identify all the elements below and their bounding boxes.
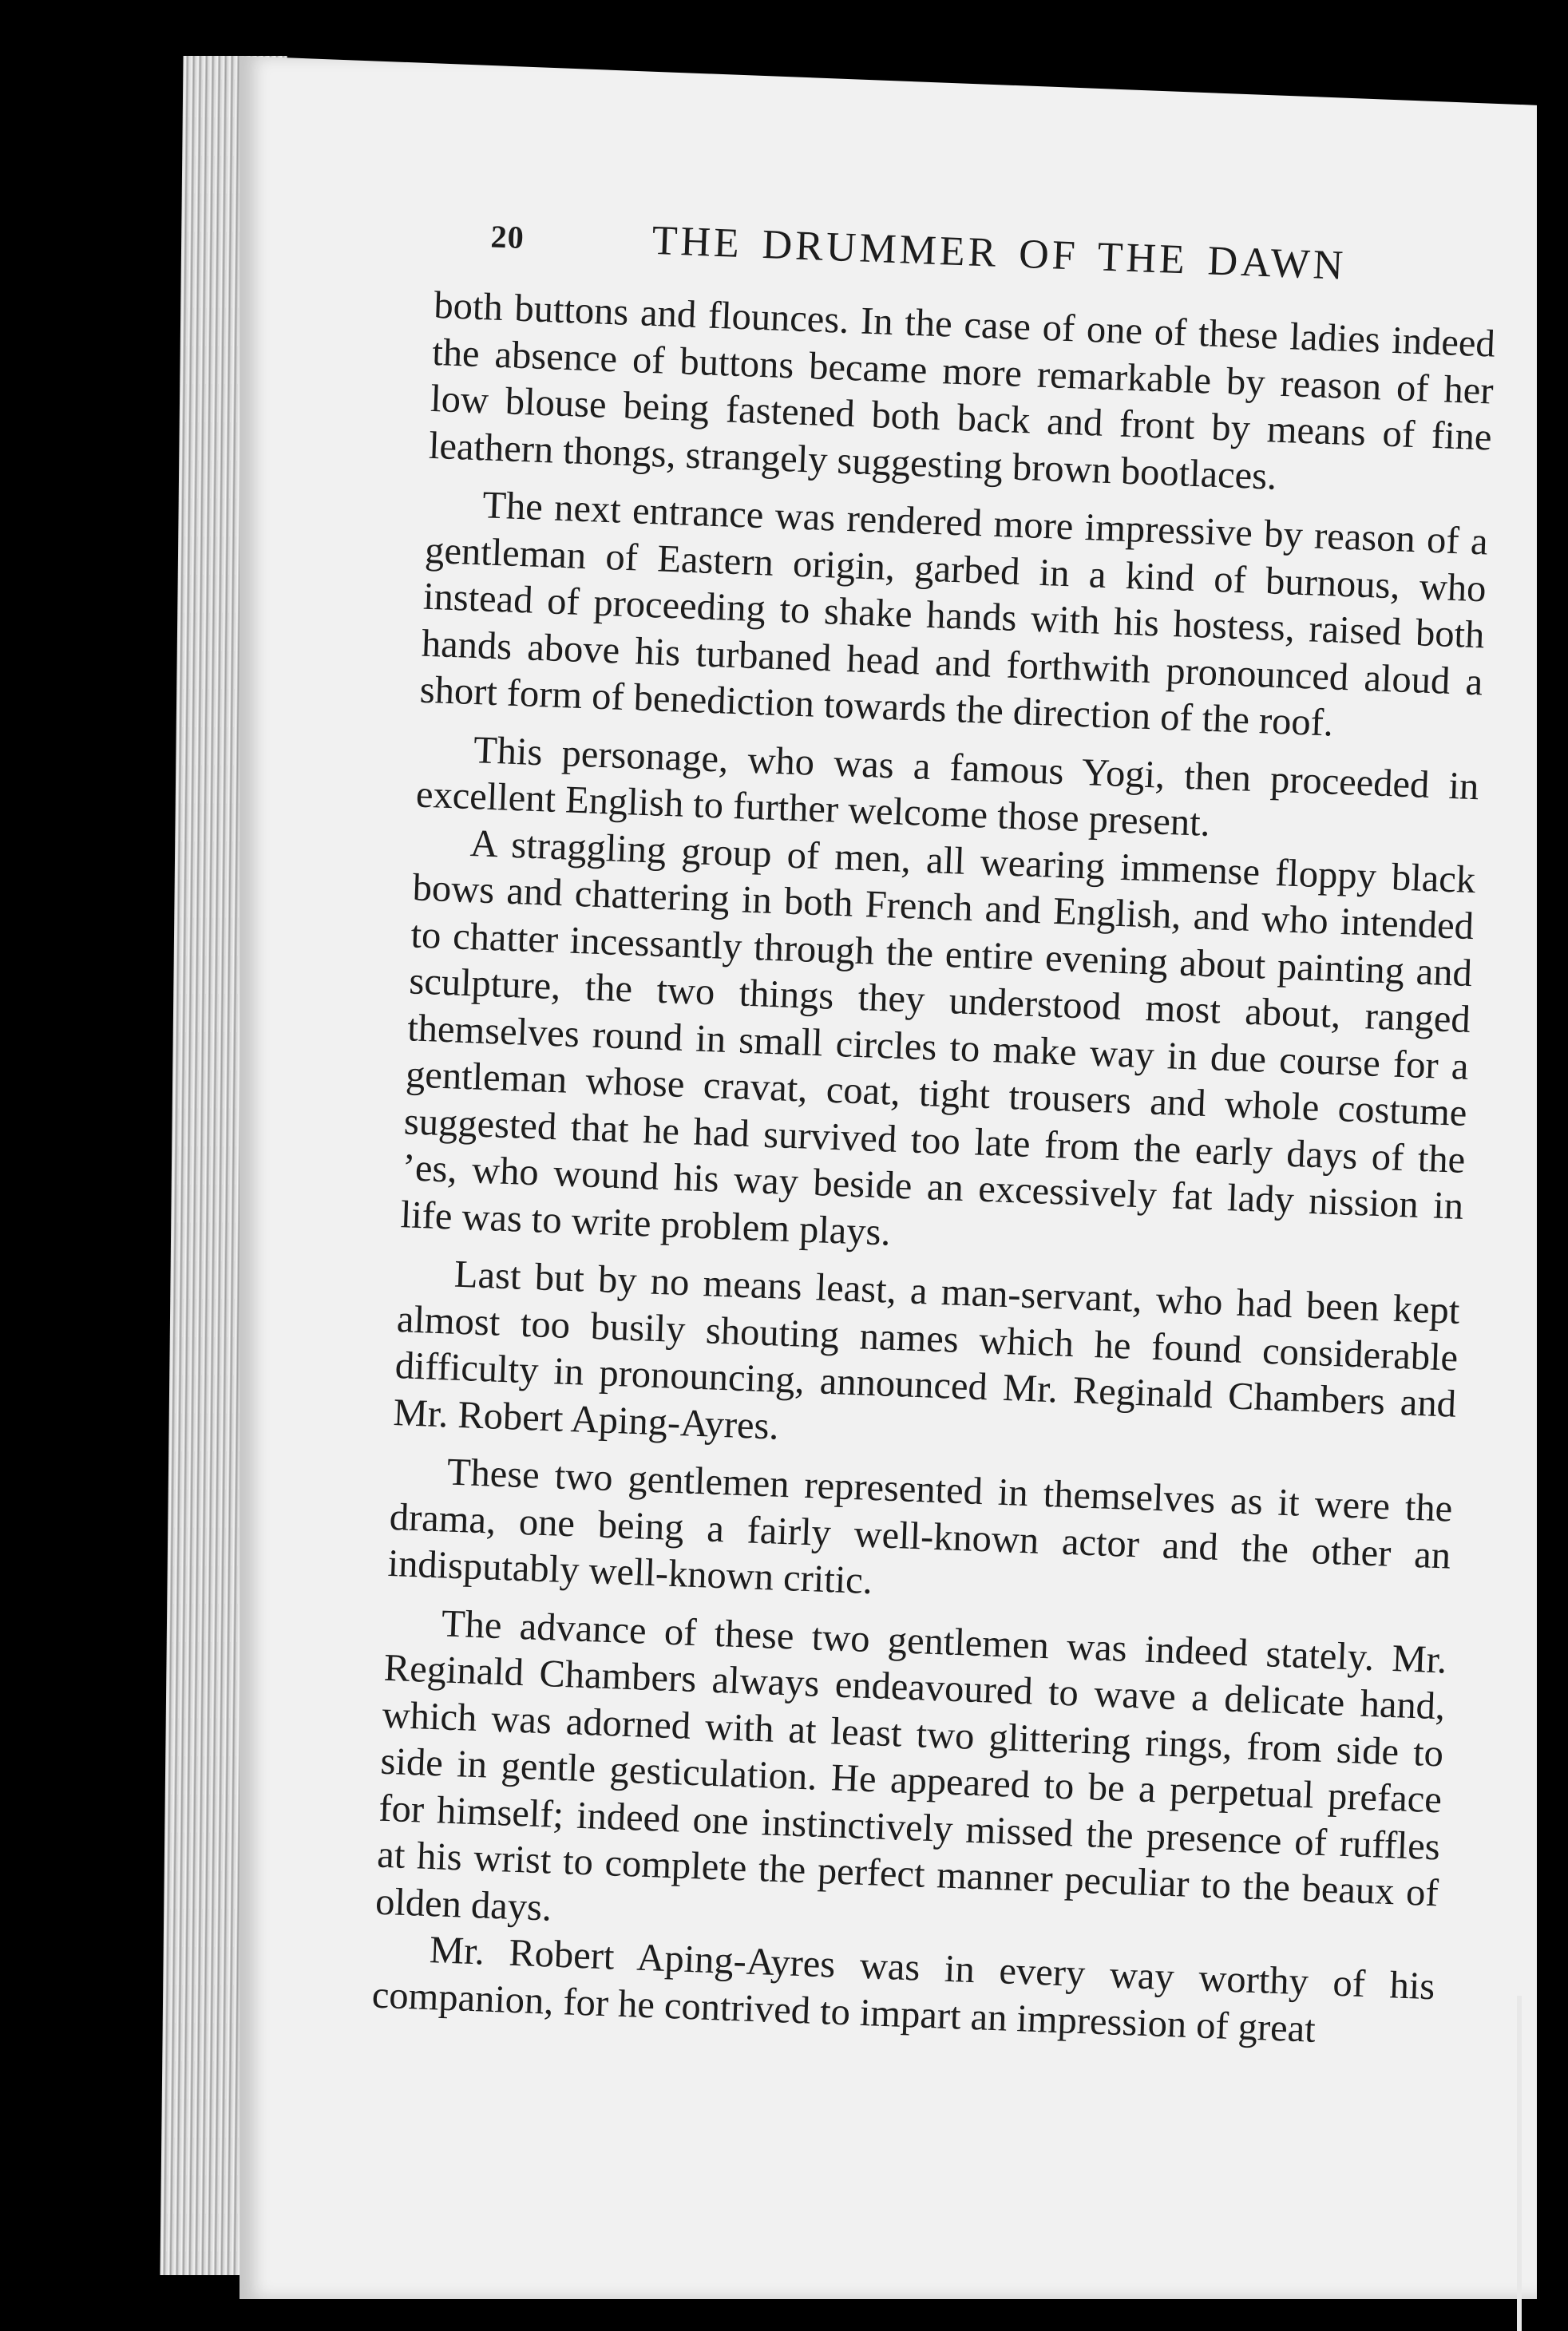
facing-page-edge (1517, 1996, 1522, 2331)
paragraph-4: A straggling group of men, all wearing immense floppy black bows and chattering in both French and English, and who intended to chatter incessantly through the entire evening about painting and sculpture, the two things they understood most about, ranged themselves round in small circles to make way in due course for a gentleman whose cravat, coat, tight trousers and whole costume suggested that he had survived too late from the early days of the ’es, who wound his way beside an excessively fat lady nission in life was to write problem plays. (399, 821, 1477, 1254)
paragraph-1: both buttons and flounces. In the case of one of these ladies indeed the absence of buttons became more remarkable by reason of her low blouse being fastened both back and front by means of fine leathern thongs, strangely suggesting brown bootlaces. (428, 283, 1496, 498)
page-text-block (371, 209, 1499, 2057)
paragraph-3: This personage, who was a famous Yogi, then proceeded in excellent English to further welcome those present. (415, 728, 1480, 845)
paragraph-5: Last but by no means least, a man-servant, who had been kept almost too busily shouting names which he found considerable difficulty in pronouncing, announced Mr. Reginald Chambers and Mr. Robert Aping-Ayres. (392, 1253, 1461, 1448)
page-number: 20 (489, 218, 525, 255)
paragraph-7: The advance of these two gentlemen was indeed stately. Mr. Reginald Chambers always endeavoured to wave a delicate hand, which was adorned with at least two glittering rings, from side to side in gentle gesticulation. He appeared to be a perpetual preface for himself; indeed one instinctively missed the presence of ruffles at his wrist to complete the perfect manner peculiar to the beaux of olden days. (374, 1601, 1448, 1929)
paragraph-2: The next entrance was rendered more impressive by reason of a gentleman of Eastern origin, garbed in a kind of burnous, who instead of proceeding to shake hands with his hostess, raised both hands above his turbaned head and forthwith pronounced aloud a short form of benediction towards the direction of the roof. (418, 484, 1489, 745)
book-title-header: THE DRUMMER OF THE DAWN (651, 217, 1348, 289)
paragraph-8: Mr. Robert Aping-Ayres was in every way worthy of his companion, for he contrived to impart an impression of great (371, 1929, 1436, 2051)
paragraph-6: These two gentlemen represented in themselves as it were the drama, one being a fairly well-known actor and the other an indisputably well-known critic. (386, 1450, 1454, 1603)
